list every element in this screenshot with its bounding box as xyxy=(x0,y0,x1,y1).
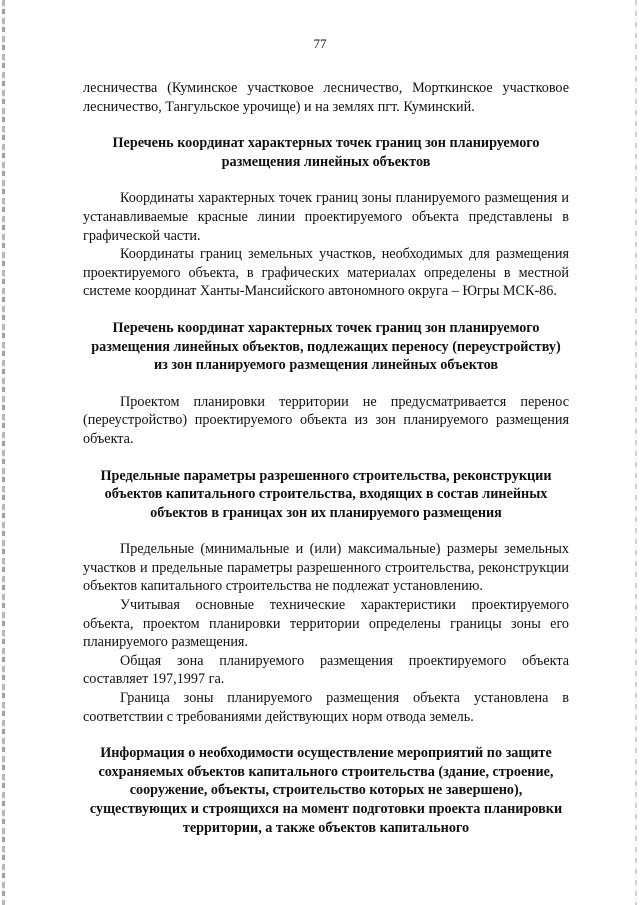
section-3-paragraph-3: Общая зона планируемого размещения проектируемого объекта составляет 197,1997 га. xyxy=(83,652,569,688)
section-4-heading: Информация о необходимости осуществление мероприятий по защите сохраняемых объектов капитального строительства (здание, строение, сооружение, объекты, строительство которых не завершено), существующих и строящихся на момент подготовки проекта планировки территории, а также объектов капитального xyxy=(89,745,563,836)
intro-paragraph: лесничества (Куминское участковое лесничество, Морткинское участковое лесничество, Тангульское урочище) и на землях пгт. Куминский. xyxy=(83,80,569,115)
section-2-heading: Перечень координат характерных точек границ зон планируемого размещения линейных объектов, подлежащих переносу (переустройству) из зон планируемого размещения линейных объектов xyxy=(91,319,561,374)
document-body xyxy=(83,79,569,837)
page-number: 77 xyxy=(313,36,327,51)
section-3-paragraph-2: Учитывая основные технические характеристики проектируемого объекта, проектом планировки территории определены границы зоны его планируемого размещения. xyxy=(83,597,569,651)
section-3-paragraph-4: Граница зоны планируемого размещения объекта установлена в соответствии с требованиями действующих норм отвода земель. xyxy=(83,690,569,725)
section-2-paragraph-1: Проектом планировки территории не предусматривается перенос (переустройство) проектируемого объекта из зон планируемого размещения объекта. xyxy=(83,393,569,447)
section-3-heading: Предельные параметры разрешенного строительства, реконструкции объектов капитального строительства, входящих в состав линейных объектов в границах зон их планируемого размещения xyxy=(100,467,552,521)
section-1-paragraph-2: Координаты границ земельных участков, необходимых для размещения проектируемого объекта, в графических материалах определены в местной системе координат Ханты-Мансийского автономного округа – Югры МСК-86. xyxy=(83,246,569,300)
section-1-paragraph-1: Координаты характерных точек границ зоны планируемого размещения и устанавливаемые красные линии проектируемого объекта представлены в графической части. xyxy=(83,190,569,244)
section-1-heading: Перечень координат характерных точек границ зон планируемого размещения линейных объектов xyxy=(112,135,540,170)
scan-edge-right xyxy=(635,0,637,905)
scan-edge-left xyxy=(2,0,5,905)
section-3-paragraph-1: Предельные (минимальные и (или) максимальные) размеры земельных участков и предельные параметры разрешенного строительства, реконструкции объектов капитального строительства не подлежат установлению. xyxy=(83,541,569,595)
